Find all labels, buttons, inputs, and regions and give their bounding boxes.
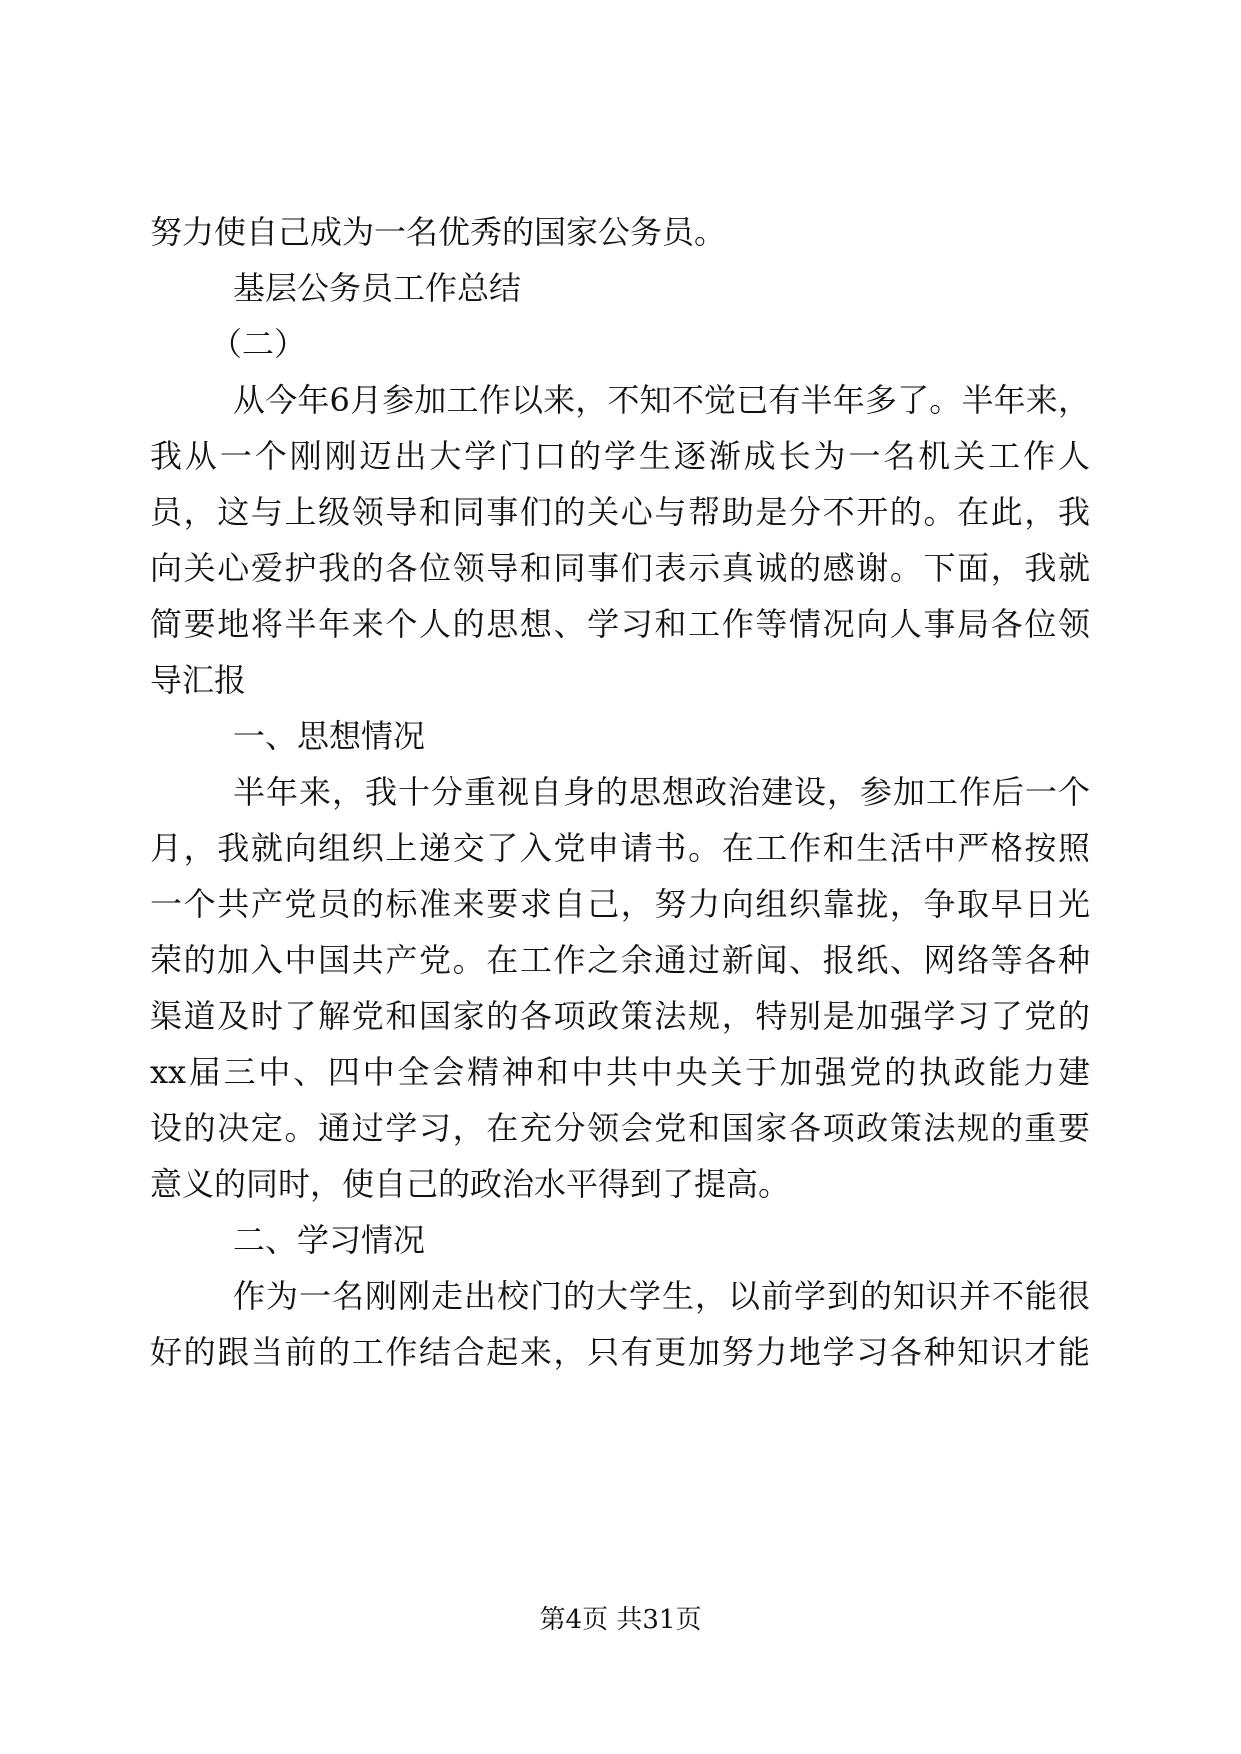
paragraph-line: 向关心爱护我的各位领导和同事们表示真诚的感谢。下面，我就 [150,549,1090,587]
paragraph-line: xx届三中、四中全会精神和中共中央关于加强党的执政能力建 [150,1053,1090,1091]
heading-study: 二、学习情况 [233,1221,426,1259]
paragraph-line: 导汇报 [150,661,247,699]
paragraph-line: 设的决定。通过学习，在充分领会党和国家各项政策法规的重要 [150,1109,1090,1147]
paragraph-line: 员，这与上级领导和同事们的关心与帮助是分不开的。在此，我 [150,493,1090,531]
paragraph-line: 月，我就向组织上递交了入党申请书。在工作和生活中严格按照 [150,829,1090,867]
paragraph-line: 好的跟当前的工作结合起来，只有更加努力地学习各种知识才能 [150,1333,1090,1371]
section-subtitle: （二） [210,325,307,363]
section-title: 基层公务员工作总结 [233,269,522,307]
paragraph-line: 我从一个刚刚迈出大学门口的学生逐渐成长为一名机关工作人 [150,437,1090,475]
paragraph-line: 从今年6月参加工作以来，不知不觉已有半年多了。半年来， [233,381,1090,419]
paragraph-line: 一个共产党员的标准来要求自己，努力向组织靠拢，争取早日光 [150,885,1090,923]
paragraph-line: 意义的同时，使自己的政治水平得到了提高。 [150,1165,791,1203]
heading-thought: 一、思想情况 [233,717,426,755]
paragraph-line: 作为一名刚刚走出校门的大学生，以前学到的知识并不能很 [233,1277,1090,1315]
paragraph-line: 荣的加入中国共产党。在工作之余通过新闻、报纸、网络等各种 [150,941,1090,979]
paragraph-line: 半年来，我十分重视自身的思想政治建设，参加工作后一个 [233,773,1090,811]
text-line-1: 努力使自己成为一名优秀的国家公务员。 [150,213,727,251]
paragraph-line: 简要地将半年来个人的思想、学习和工作等情况向人事局各位领 [150,605,1090,643]
page-footer: 第4页 共31页 [539,1605,702,1635]
paragraph-line: 渠道及时了解党和国家的各项政策法规，特别是加强学习了党的 [150,997,1090,1035]
